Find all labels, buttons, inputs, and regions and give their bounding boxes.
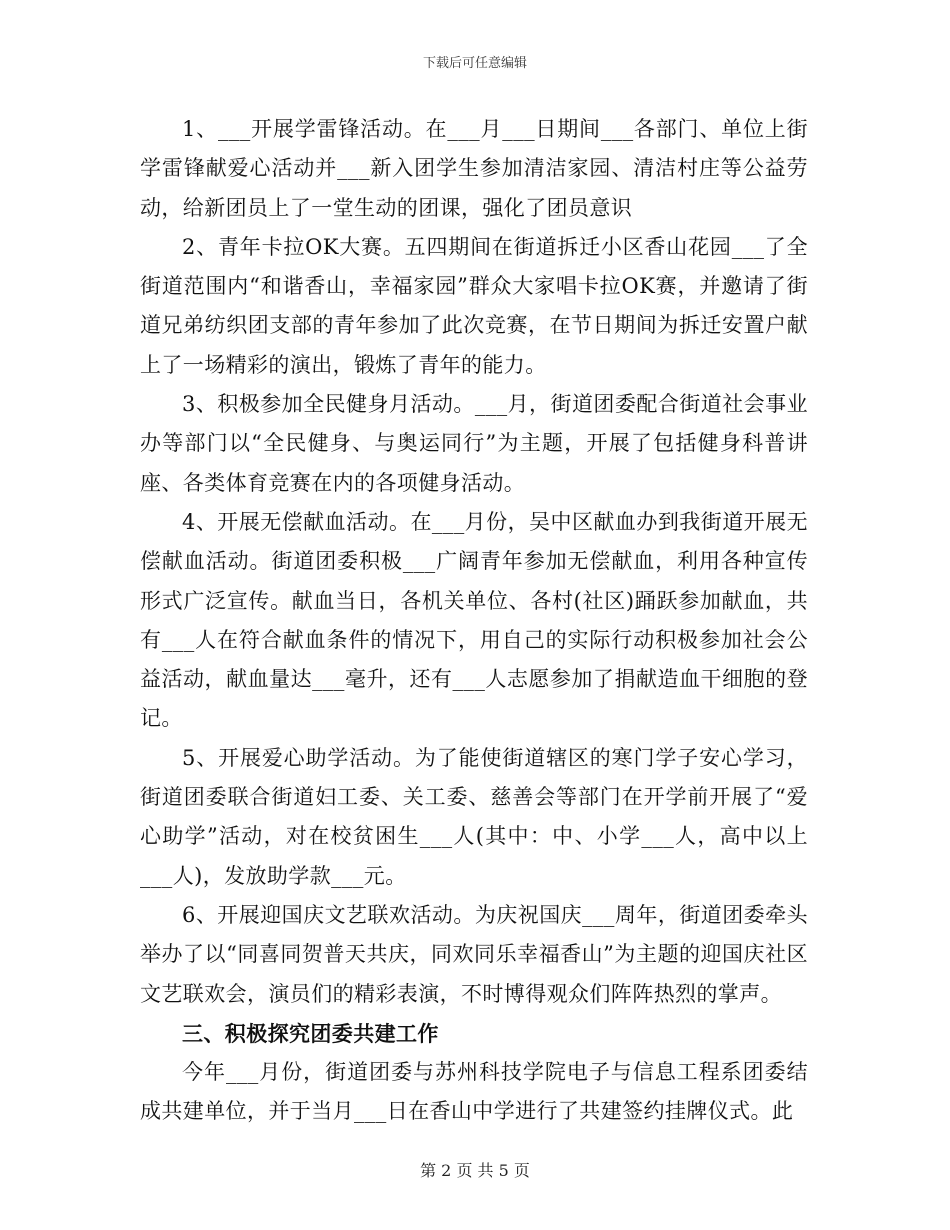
paragraph-2: 2、青年卡拉OK大赛。五四期间在街道拆迁小区香山花园___了全街道范围内“和谐香山，幸福家园”群众大家唱卡拉OK赛，并邀请了街道兄弟纺织团支部的青年参加了此次竞赛，在节日期间为拆迁安置户献上了一场精彩的演出，锻炼了青年的能力。 [140,234,808,377]
document-body [140,110,808,1132]
section-heading: 三、积极探究团委共建工作 [182,1020,439,1046]
paragraph-4: 4、开展无偿献血活动。在___月份，吴中区献血办到我街道开展无偿献血活动。街道团委积极___广阔青年参加无偿献血，利用各种宣传形式广泛宣传。献血当日，各机关单位、各村(社区)踊跃参加献血，共有___人在符合献血条件的情况下，用自己的实际行动积极参加社会公益活动，献血量达___毫升，还有___人志愿参加了捐献造血干细胞的登记。 [140,509,808,731]
section-paragraph: 今年___月份，街道团委与苏州科技学院电子与信息工程系团委结成共建单位，并于当月___日在香山中学进行了共建签约挂牌仪式。此 [140,1060,808,1124]
paragraph-5: 5、开展爱心助学活动。为了能使街道辖区的寒门学子安心学习，街道团委联合街道妇工委、关工委、慈善会等部门在开学前开展了“爱心助学”活动，对在校贫困生___人(其中：中、小学___人，高中以上___人)，发放助学款___元。 [140,745,808,888]
paragraph-6: 6、开展迎国庆文艺联欢活动。为庆祝国庆___周年，街道团委牵头举办了以“同喜同贺普天共庆，同欢同乐幸福香山”为主题的迎国庆社区文艺联欢会，演员们的精彩表演，不时博得观众们阵阵热烈的掌声。 [140,902,808,1006]
page-number: 第 2 页 共 5 页 [420,1161,530,1180]
paragraph-3: 3、积极参加全民健身月活动。___月，街道团委配合街道社会事业办等部门以“全民健身、与奥运同行”为主题，开展了包括健身科普讲座、各类体育竞赛在内的各项健身活动。 [140,392,808,495]
paragraph-1: 1、___开展学雷锋活动。在___月___日期间___各部门、单位上街学雷锋献爱心活动并___新入团学生参加清洁家园、清洁村庄等公益劳动，给新团员上了一堂生动的团课，强化了团员意识 [140,117,808,220]
page-header: 下载后可任意编辑 [422,56,527,71]
